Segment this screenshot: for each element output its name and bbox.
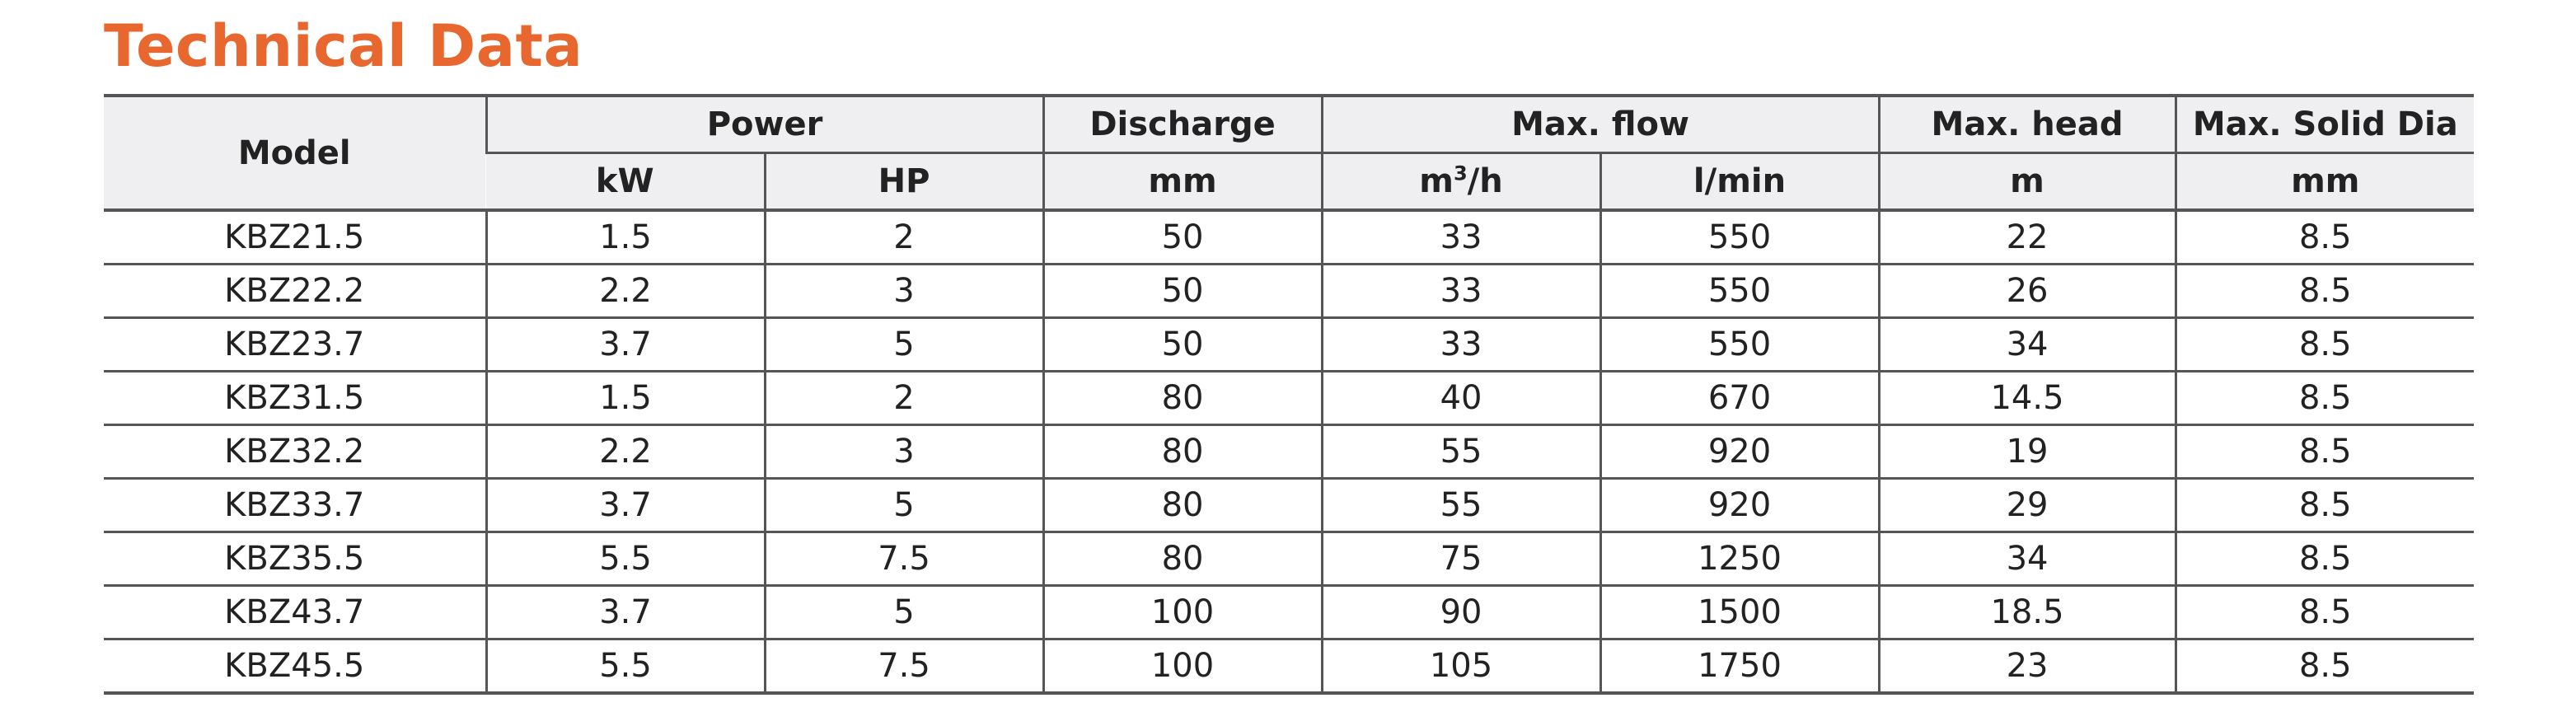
cell-kw: 2.2 [486,425,765,479]
cell-max-head: 34 [1879,318,2176,372]
cell-kw: 1.5 [486,372,765,425]
table-row [104,479,2474,532]
cell-model: KBZ23.7 [104,318,486,372]
cell-max-head: 22 [1879,210,2176,265]
unit-solid-mm: mm [2176,153,2474,211]
header-row-groups [104,96,2474,153]
cell-model: KBZ22.2 [104,265,486,318]
cell-hp: 2 [765,210,1043,265]
cell-model: KBZ31.5 [104,372,486,425]
cell-flow-m3h: 33 [1322,210,1600,265]
cell-hp: 5 [765,479,1043,532]
table-row [104,372,2474,425]
unit-hp: HP [765,153,1043,211]
cell-hp: 5 [765,318,1043,372]
unit-lmin: l/min [1600,153,1879,211]
cell-kw: 5.5 [486,639,765,694]
table-row [104,210,2474,265]
cell-hp: 7.5 [765,639,1043,694]
page-title: Technical Data [104,12,583,80]
unit-discharge-mm: mm [1043,153,1322,211]
cell-discharge: 100 [1043,586,1322,639]
cell-flow-lmin: 920 [1600,479,1879,532]
cell-discharge: 80 [1043,372,1322,425]
cell-max-solid-dia: 8.5 [2176,318,2474,372]
cell-hp: 5 [765,586,1043,639]
cell-kw: 2.2 [486,265,765,318]
cell-max-solid-dia: 8.5 [2176,425,2474,479]
header-max-flow: Max. flow [1322,96,1879,153]
cell-max-head: 34 [1879,532,2176,586]
cell-max-solid-dia: 8.5 [2176,210,2474,265]
cell-flow-lmin: 920 [1600,425,1879,479]
cell-kw: 3.7 [486,318,765,372]
cell-kw: 5.5 [486,532,765,586]
cell-max-solid-dia: 8.5 [2176,586,2474,639]
cell-discharge: 80 [1043,479,1322,532]
unit-m3h-base: m [1419,162,1454,200]
cell-discharge: 50 [1043,265,1322,318]
cell-discharge: 50 [1043,210,1322,265]
unit-kw: kW [486,153,765,211]
cell-flow-m3h: 55 [1322,425,1600,479]
cell-model: KBZ45.5 [104,639,486,694]
header-max-solid-dia: Max. Solid Dia [2176,96,2474,153]
header-max-head: Max. head [1879,96,2176,153]
cell-max-head: 29 [1879,479,2176,532]
cell-flow-lmin: 670 [1600,372,1879,425]
table-row [104,318,2474,372]
table-row [104,532,2474,586]
cell-max-solid-dia: 8.5 [2176,639,2474,694]
table-row [104,586,2474,639]
cell-flow-m3h: 105 [1322,639,1600,694]
unit-m3h-superscript: 3 [1453,162,1468,185]
cell-max-solid-dia: 8.5 [2176,479,2474,532]
cell-kw: 1.5 [486,210,765,265]
header-discharge: Discharge [1043,96,1322,153]
cell-model: KBZ21.5 [104,210,486,265]
cell-model: KBZ43.7 [104,586,486,639]
cell-flow-lmin: 1500 [1600,586,1879,639]
cell-hp: 3 [765,425,1043,479]
unit-head-m: m [1879,153,2176,211]
cell-discharge: 50 [1043,318,1322,372]
cell-kw: 3.7 [486,586,765,639]
cell-flow-m3h: 75 [1322,532,1600,586]
unit-m3h-rest: /h [1467,162,1503,200]
cell-hp: 2 [765,372,1043,425]
cell-flow-lmin: 1750 [1600,639,1879,694]
header-power: Power [486,96,1043,153]
unit-m3h [1322,153,1600,211]
cell-max-solid-dia: 8.5 [2176,265,2474,318]
header-model: Model [104,96,486,210]
cell-max-head: 23 [1879,639,2176,694]
cell-flow-m3h: 90 [1322,586,1600,639]
cell-discharge: 100 [1043,639,1322,694]
cell-max-head: 18.5 [1879,586,2176,639]
cell-flow-m3h: 40 [1322,372,1600,425]
cell-max-solid-dia: 8.5 [2176,532,2474,586]
table-body [104,210,2474,693]
technical-data-table [104,94,2474,695]
cell-kw: 3.7 [486,479,765,532]
cell-max-head: 26 [1879,265,2176,318]
table-header [104,96,2474,210]
cell-max-head: 19 [1879,425,2176,479]
table-row [104,639,2474,694]
cell-flow-m3h: 33 [1322,318,1600,372]
cell-max-head: 14.5 [1879,372,2176,425]
cell-flow-lmin: 550 [1600,210,1879,265]
cell-hp: 3 [765,265,1043,318]
cell-flow-lmin: 1250 [1600,532,1879,586]
cell-model: KBZ32.2 [104,425,486,479]
cell-flow-lmin: 550 [1600,318,1879,372]
table-row [104,265,2474,318]
cell-model: KBZ35.5 [104,532,486,586]
cell-hp: 7.5 [765,532,1043,586]
cell-flow-lmin: 550 [1600,265,1879,318]
cell-max-solid-dia: 8.5 [2176,372,2474,425]
cell-flow-m3h: 33 [1322,265,1600,318]
cell-discharge: 80 [1043,532,1322,586]
cell-model: KBZ33.7 [104,479,486,532]
cell-flow-m3h: 55 [1322,479,1600,532]
cell-discharge: 80 [1043,425,1322,479]
table-row [104,425,2474,479]
